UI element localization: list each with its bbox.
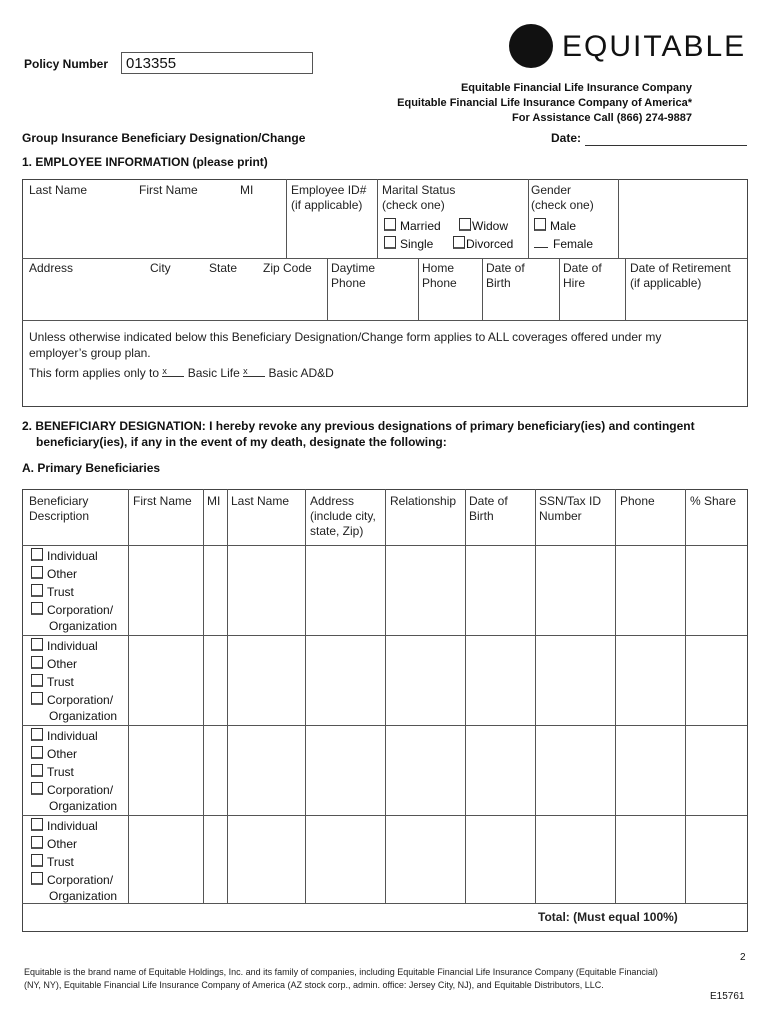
beneficiary-2-option-checkbox[interactable]: [31, 655, 77, 673]
married-label: Married: [400, 219, 441, 233]
gender-note: (check one): [531, 198, 594, 212]
option-label: Other: [47, 837, 78, 851]
coverage-note-2: employer’s group plan.: [29, 346, 151, 360]
beneficiary-1-option-checkbox[interactable]: [31, 547, 98, 565]
page-number: 2: [740, 952, 746, 963]
primary-beneficiaries-title: A. Primary Beneficiaries: [22, 461, 161, 475]
t: This form applies only to: [29, 366, 160, 380]
option-label: Corporation/: [47, 783, 114, 797]
female-label: Female: [553, 237, 594, 251]
col-dob: Date of Birth: [469, 494, 508, 523]
address-label: Address: [29, 261, 74, 275]
option-label-cont: Organization: [49, 619, 118, 633]
widow-checkbox[interactable]: [459, 217, 508, 235]
t: Hire: [563, 276, 586, 290]
company-info: [397, 81, 692, 126]
first-name-label: First Name: [139, 183, 198, 197]
section1-title: 1. EMPLOYEE INFORMATION (please print): [22, 155, 268, 169]
t: beneficiary(ies), if any in the event of my death, designate the following:: [36, 435, 447, 449]
zip-label: Zip Code: [263, 261, 312, 275]
beneficiary-4-option-checkbox[interactable]: [31, 817, 98, 835]
t: (if applicable): [630, 276, 702, 290]
married-checkbox[interactable]: [384, 217, 441, 235]
city-label: City: [150, 261, 171, 275]
t: Phone: [422, 276, 457, 290]
single-label: Single: [400, 237, 434, 251]
basic-life-mark[interactable]: x: [162, 366, 184, 377]
beneficiary-1-option-checkbox[interactable]: [31, 583, 74, 601]
t: Home: [422, 261, 455, 275]
hire-date-label: [563, 261, 602, 291]
t: Date of: [486, 261, 525, 275]
date-label: Date:: [551, 131, 582, 145]
policy-number-input[interactable]: 013355: [121, 52, 313, 74]
t: Date of Retirement: [630, 261, 731, 275]
policy-number-label: Policy Number: [24, 57, 109, 71]
dob-label: [486, 261, 525, 291]
male-checkbox[interactable]: [534, 217, 576, 235]
coverage-note-1: Unless otherwise indicated below this Beneficiary Designation/Change form applies to ALL coverages offered under my: [29, 330, 662, 344]
single-checkbox[interactable]: [384, 235, 433, 253]
col-relationship: Relationship: [390, 494, 457, 508]
date-input[interactable]: [585, 145, 747, 146]
mi-label: MI: [240, 183, 254, 197]
option-label: Individual: [47, 729, 98, 743]
option-label: Corporation/: [47, 693, 114, 707]
t: Date of: [563, 261, 602, 275]
divorced-label: Divorced: [466, 237, 514, 251]
beneficiary-3-option-checkbox[interactable]: [31, 763, 74, 781]
option-label: Other: [47, 657, 78, 671]
option-label: Corporation/: [47, 873, 114, 887]
employee-id-note: (if applicable): [291, 198, 363, 212]
t: Birth: [486, 276, 511, 290]
col-first-name: First Name: [133, 494, 192, 508]
female-checkbox[interactable]: [534, 235, 593, 253]
marital-status-label: Marital Status: [382, 183, 456, 197]
t: Basic Life: [187, 366, 240, 380]
company-2: Equitable Financial Life Insurance Company of America*: [397, 97, 692, 109]
male-label: Male: [550, 219, 577, 233]
section2-title: [22, 418, 695, 450]
retirement-date-label: [630, 261, 731, 291]
col-address: Address (include city, state, Zip): [310, 494, 376, 538]
option-label: Other: [47, 567, 78, 581]
beneficiary-2-option-checkbox[interactable]: [31, 637, 98, 655]
t: Phone: [331, 276, 366, 290]
form-code: E15761: [710, 991, 745, 1002]
beneficiary-3-option-checkbox[interactable]: [31, 727, 98, 745]
divorced-checkbox[interactable]: [453, 235, 513, 253]
t: Equitable is the brand name of Equitable Holdings, Inc. and its family of companies, including Equitable Financial Life Insurance Company (Equitable Financial): [24, 967, 658, 977]
widow-label: Widow: [472, 219, 509, 233]
option-label: Individual: [47, 549, 98, 563]
beneficiary-1-option-checkbox[interactable]: [31, 565, 77, 583]
assistance-phone: For Assistance Call (866) 274-9887: [512, 112, 692, 124]
brand-name: EQUITABLE: [562, 30, 747, 63]
beneficiary-4-option-checkbox[interactable]: [31, 853, 74, 871]
employee-id-label: Employee ID#: [291, 183, 367, 197]
total-label: Total: (Must equal 100%): [538, 910, 678, 924]
option-label: Trust: [47, 765, 74, 779]
col-ssn: SSN/Tax ID Number: [539, 494, 602, 523]
option-label: Trust: [47, 675, 74, 689]
col-share: % Share: [690, 494, 737, 508]
option-label: Individual: [47, 639, 98, 653]
option-label: Corporation/: [47, 603, 114, 617]
company-1: Equitable Financial Life Insurance Company: [460, 82, 692, 94]
daytime-phone-label: [331, 261, 375, 291]
marital-status-note: (check one): [382, 198, 445, 212]
option-label: Individual: [47, 819, 98, 833]
home-phone-label: [422, 261, 457, 291]
option-label-cont: Organization: [49, 889, 118, 903]
col-last-name: Last Name: [231, 494, 290, 508]
footer-disclaimer: [24, 966, 658, 992]
beneficiary-2-option-checkbox[interactable]: [31, 673, 74, 691]
option-label: Trust: [47, 585, 74, 599]
equitable-logo-icon: [509, 24, 553, 68]
beneficiary-3-option-checkbox[interactable]: [31, 745, 77, 763]
option-label-cont: Organization: [49, 709, 118, 723]
state-label: State: [209, 261, 238, 275]
option-label: Trust: [47, 855, 74, 869]
col-mi: MI: [207, 494, 221, 508]
t: Basic AD&D: [268, 366, 334, 380]
beneficiary-4-option-checkbox[interactable]: [31, 835, 77, 853]
option-label-cont: Organization: [49, 799, 118, 813]
col-phone: Phone: [620, 494, 655, 508]
basic-add-mark[interactable]: x: [243, 366, 265, 377]
option-label: Other: [47, 747, 78, 761]
t: 2. BENEFICIARY DESIGNATION: I hereby revoke any previous designations of primary beneficiary(ies) and contingent: [22, 419, 695, 433]
last-name-label: Last Name: [29, 183, 88, 197]
gender-label: Gender: [531, 183, 572, 197]
applies-line: [29, 366, 334, 381]
form-title: Group Insurance Beneficiary Designation/Change: [22, 131, 306, 145]
col-beneficiary-description: Beneficiary Description: [29, 494, 90, 523]
t: (NY, NY), Equitable Financial Life Insurance Company of America (AZ stock corp., admin. office: Jersey City, NJ), and Equitable Distributors, LLC.: [24, 980, 604, 990]
t: Daytime: [331, 261, 376, 275]
